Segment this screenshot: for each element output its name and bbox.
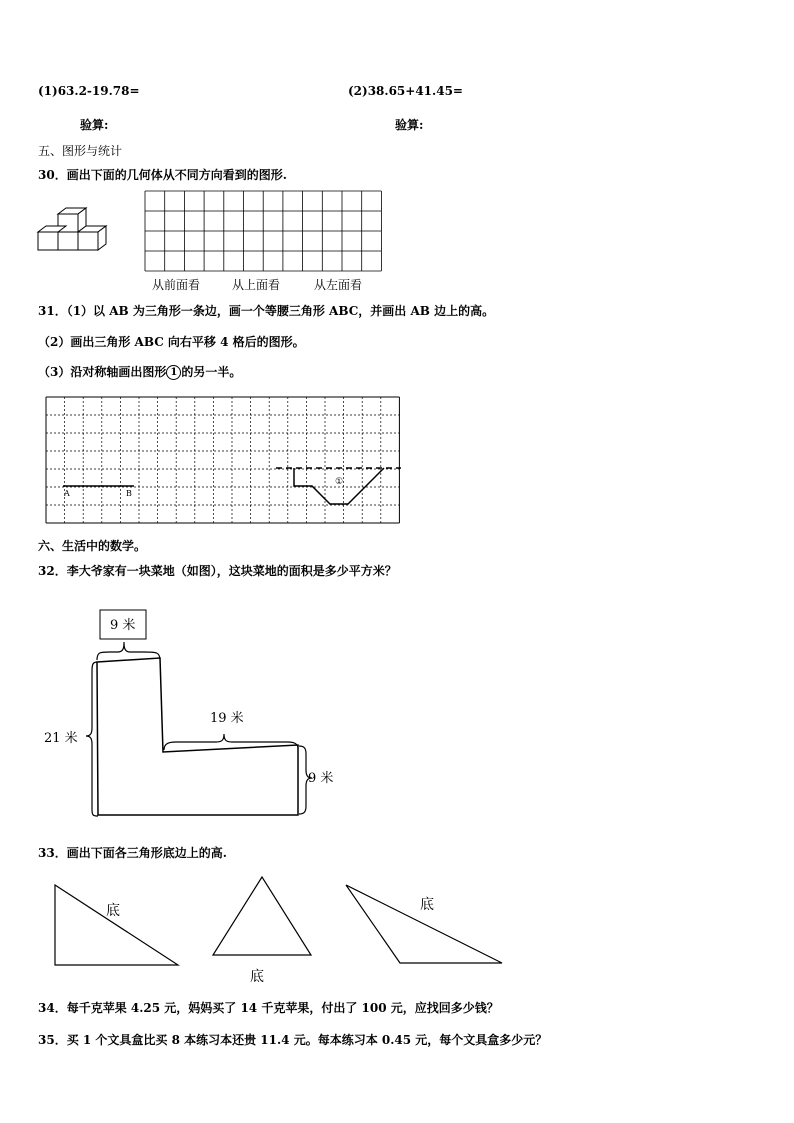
top-width-label: 9 米 <box>110 618 136 633</box>
verify-label-2: 验算: <box>395 118 424 132</box>
view-label-top: 从上面看 <box>232 278 281 292</box>
top-brace <box>97 642 160 660</box>
q30-text: 30．画出下面的几何体从不同方向看到的图形. <box>38 168 287 182</box>
verify-label-1: 验算: <box>80 118 109 132</box>
view-label-front: 从前面看 <box>152 278 201 292</box>
point-a-label: A <box>64 489 70 498</box>
dotted-grid <box>45 396 401 524</box>
q31-part2: （2）画出三角形 ABC 向右平移 4 格后的图形。 <box>38 335 305 349</box>
point-b-label: B <box>126 489 132 498</box>
view-label-left: 从左面看 <box>314 278 363 292</box>
q31-part3-text-b: 的另一半。 <box>181 365 242 379</box>
l-shape-outline <box>97 658 298 815</box>
calc-problem-1: (1)63.2-19.78= <box>38 84 140 98</box>
view-drawing-grid <box>144 190 382 272</box>
left-brace <box>86 662 98 816</box>
calc-problem-2: (2)38.65+41.45= <box>348 84 463 98</box>
height-label: 21 米 <box>44 731 78 746</box>
section-six-title: 六、生活中的数学。 <box>38 539 147 553</box>
q32-text: 32．李大爷家有一块菜地（如图），这块菜地的面积是多少平方米？ <box>38 564 397 578</box>
q31-part1: 31．（1）以 AB 为三角形一条边，画一个等腰三角形 ABC，并画出 AB 边上的高。 <box>38 304 495 318</box>
triangles-figure <box>50 875 510 985</box>
q31-part3 <box>38 363 241 380</box>
triangle-1-base-label: 底 <box>106 903 120 919</box>
triangle-right <box>55 885 178 965</box>
q34-text: 34．每千克苹果 4.25 元，妈妈买了 14 千克苹果，付出了 100 元，应找回多少钱？ <box>38 1001 499 1015</box>
section-five-title: 五、图形与统计 <box>38 144 123 158</box>
l-shaped-garden <box>40 600 340 825</box>
circled-number-text: 1 <box>170 367 178 378</box>
triangle-2-base-label: 底 <box>250 969 264 985</box>
bottom-width-label: 19 米 <box>210 711 244 726</box>
circled-number <box>166 365 181 380</box>
q33-text: 33．画出下面各三角形底边上的高. <box>38 846 227 860</box>
q35-text: 35．买 1 个文具盒比买 8 本练习本还贵 11.4 元。每本练习本 0.45 元，每个文具盒多少元？ <box>38 1033 548 1047</box>
cube-solid-figure <box>30 200 110 260</box>
q31-part3-text-a: （3）沿对称轴画出图形 <box>38 365 167 379</box>
right-height-label: 9 米 <box>308 771 334 786</box>
shape-one-label: ① <box>335 477 344 487</box>
triangle-3-base-label: 底 <box>420 897 434 913</box>
triangle-equilateral <box>213 877 311 955</box>
